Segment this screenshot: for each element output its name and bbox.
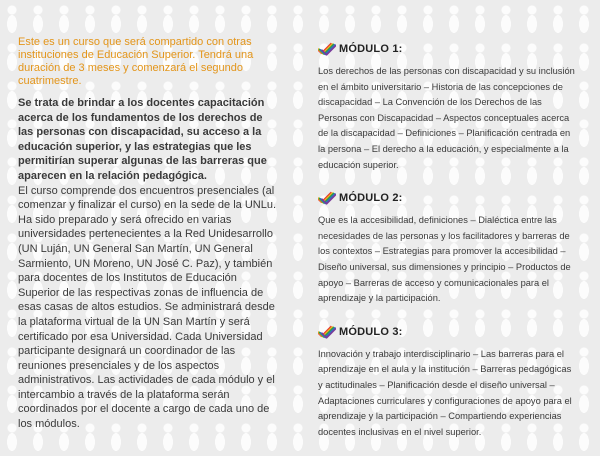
rainbow-check-icon: [318, 191, 336, 205]
module-title: MÓDULO 2:: [339, 192, 403, 205]
module-3: [318, 323, 576, 441]
module-text: Los derechos de las personas con discapacidad y su inclusión en el ámbito universitario – Historia de las concepciones de discapacidad – La Convención de los Derechos de las Personas con Discapacidad – Aspectos conceptuales acerca de la discapacidad – Definiciones – Planificación centrada en la persona – El derecho a la educación, y especialmente a la educación superior.: [318, 66, 575, 170]
module-title: MÓDULO 1:: [339, 43, 403, 55]
module-text: Que es la accesibilidad, definiciones – Dialéctica entre las necesidades de las personas y los facilitadores y barreras de los contextos – Estrategias para promover la accesibilidad – Diseño universal, sus dimensiones y principio – Productos de apoyo – Barreras de acceso y comunicacionales para el aprendizaje y la participación.: [318, 215, 571, 304]
body-paragraph: El curso comprende dos encuentros presenciales (al comenzar y finalizar el curso) en la sede de la UNLu. Ha sido preparado y será ofrecido en varias universidades pertenecientes a la Red Unidesarrollo (UN Luján, UN General San Martín, UN General Sarmiento, UN Moreno, UN José C. Paz), y también para docentes de los Institutos de Educación Superior de las respectivas zonas de influencia de esas casas de altos estudios. Se administrará desde la plataforma virtual de la UN San Martín y será certificado por esa Universidad. Cada Universidad participante designará un coordinador de las reuniones presenciales y de los aspectos administrativos. Las actividades de cada módulo y el intercambio a través de la plataforma serán coordinados por el docente a cargo de cada uno de los módulos.: [18, 184, 277, 431]
modules-list: [318, 40, 576, 456]
lead-paragraph: Se trata de brindar a los docentes capacitación acerca de los fundamentos de los derechos de las personas con discapacidad, su acceso a la educación superior, y las estrategias que les permitirían superar algunas de las barreras que aparecen en la relación pedagógica.: [18, 97, 267, 182]
intro-paragraph: Este es un curso que será compartido con otras instituciones de Educación Superior. Tendrá una duración de 3 meses y comenzará el segundo cuatrimestre.: [18, 36, 254, 87]
course-description: [18, 36, 280, 432]
module-1: [318, 40, 576, 173]
module-text: Innovación y trabajo interdisciplinario – Las barreras para el aprendizaje en el aula y la institución – Barreras pedagógicas y actitudinales – Planificación desde el diseño universal – Adaptaciones curriculares y configuraciones de apoyo para el aprendizaje y la participación – Compartiendo experiencias docentes inclusivas en el nivel superior.: [318, 348, 572, 437]
module-title: MÓDULO 3:: [339, 325, 403, 338]
rainbow-check-icon: [318, 42, 336, 56]
rainbow-check-icon: [318, 325, 336, 339]
module-2: [318, 189, 576, 307]
